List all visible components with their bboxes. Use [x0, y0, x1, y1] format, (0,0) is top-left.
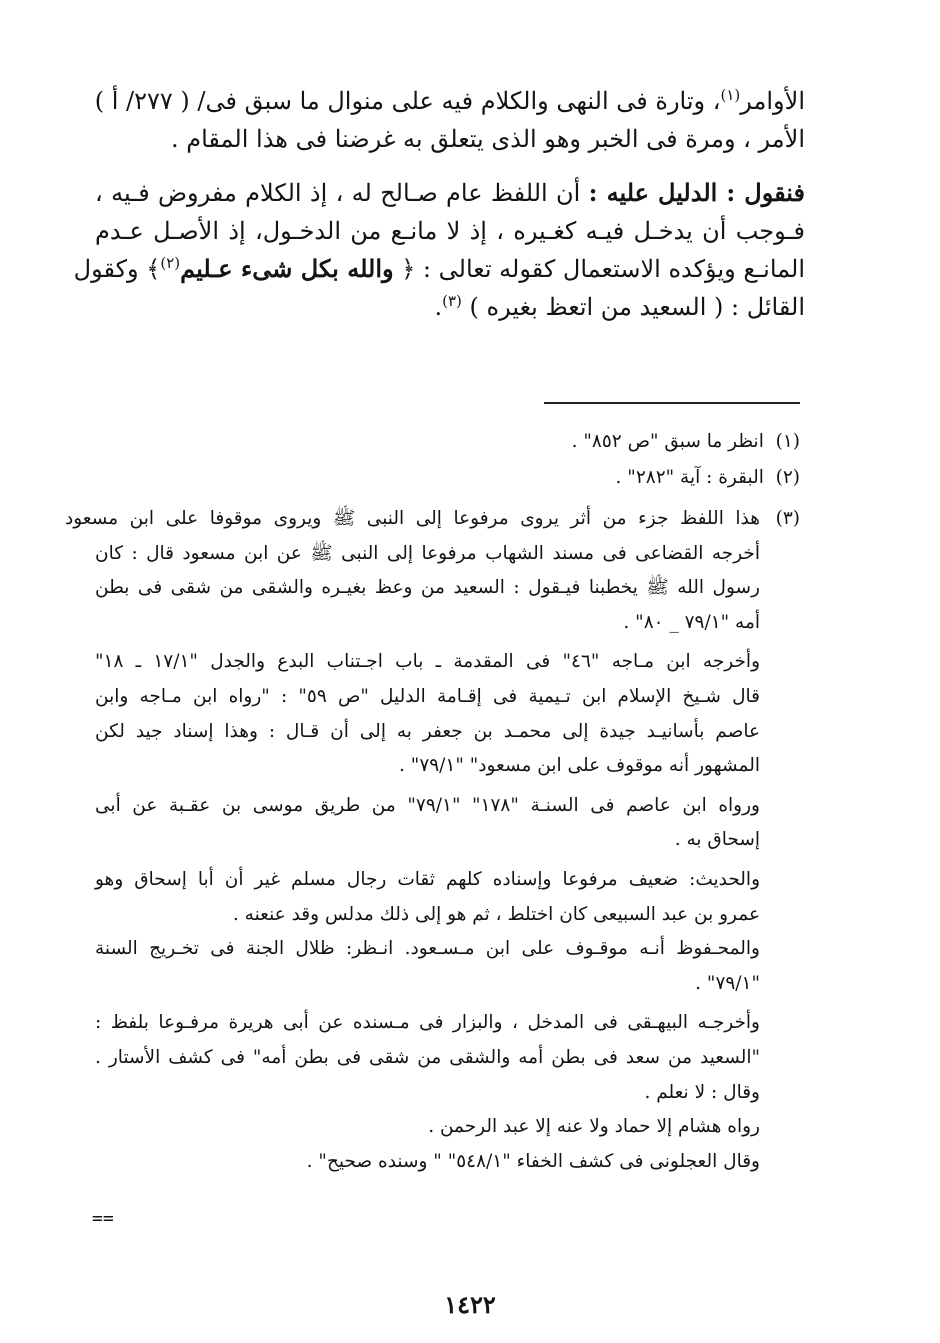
footnote-3-body	[65, 502, 761, 1179]
footnote-line: وأخرجه ابن مـاجه "٤٦" فى المقدمة ـ باب اجـتناب البدع والجدل "١٧/١ ـ ١٨"	[95, 651, 761, 673]
footnote-ref-1: (١)	[720, 86, 741, 104]
footnote-line: والحديث: ضعيف مرفوعا وإسناده كلهم ثقات رجال مسلم غير أن أبا إسحاق وهو	[95, 868, 760, 890]
footnote-line: ورواه ابن عاصم فى السنـة "١٧٨" "٧٩/١" من طريق موسى بن عقـبة عن أبى	[95, 794, 760, 816]
continuation-mark: ==	[92, 1208, 114, 1229]
footnote-2: (٢) البقرة : آية "٢٨٢" .	[615, 467, 800, 488]
main-line-5: المانـع ويؤكده الاستعمال كقوله تعالى : ﴿ والله بكل شىء عـليم$^{(٢)}$﴾ وكقول	[73, 254, 805, 283]
footnote-line: عاصم بأسانيـد جيدة إلى محمـد بن جعفر به إلى أن قـال : وهذا إسناد جيد لكن	[95, 720, 760, 742]
footnote-3-number: (٣)	[775, 508, 800, 529]
footnote-line: عمرو بن عبد السبيعى كان اختلط ، ثم هو إلى ذلك مدلس وقد عنعنه .	[232, 903, 760, 925]
footnote-line: رواه هشام إلا حماد ولا عنه إلا عبد الرحمن .	[428, 1116, 760, 1138]
footnote-line: قال شـيخ الإسلام ابن تـيمية فى إقـامة الدليل "ص ٥٩" : "رواه ابن مـاجه وابن	[95, 685, 760, 707]
main-line-2: الأمر ، ومرة فى الخبر وهو الذى يتعلق به غرضنا فى هذا المقام .	[170, 125, 805, 153]
footnote-line: رسول الله ﷺ يخطبنا فيـقول : السعيد من وعظ بغيـره والشقى من شقى فى بطن	[95, 577, 760, 599]
footnote-line: هذا اللفظ جزء من أثر يروى مرفوعا إلى النبى ﷺ ويروى موقوفا على ابن مسعود	[65, 508, 760, 529]
main-line-1: الأوامر$^{(١)}$، وتارة فى النهى والكلام فيه على منوال ما سبق فى/ ( ٢٧٧/ أ )	[94, 86, 805, 115]
main-line-6: القائل : ( السعيد من اتعظ بغيره ) $^{(٣)}$.	[434, 292, 805, 321]
footnote-line: أمه "٧٩/١ _ ٨٠" .	[623, 611, 760, 633]
footnote-line: إسحاق به .	[674, 829, 760, 851]
footnote-line: أخرجه القضاعى فى مسند الشهاب مرفوعا إلى النبى ﷺ عن ابن مسعود قال : كان	[95, 542, 760, 564]
main-text	[73, 82, 805, 326]
page-number: ١٤٢٢	[444, 1290, 496, 1319]
footnote-separator	[544, 402, 800, 404]
footnote-ref-2: (٢)	[160, 254, 181, 272]
footnote-line: وقال العجلونى فى كشف الخفاء "٥٤٨/١" " وسنده صحيح" .	[306, 1150, 760, 1172]
footnote-line: وأخرجـه البيهـقى فى المدخل ، والبزار فى مـسنده عن أبى هريرة مرفـوعا بلفظ :	[95, 1012, 760, 1034]
quran-verse: والله بكل شىء عـليم	[180, 254, 394, 283]
footnote-line: والمحـفوظ أنـه موقـوف على ابن مـسـعود. انـظر: ظلال الجنة فى تخـريج السنة	[95, 938, 760, 960]
footnote-line: "٧٩/١" .	[695, 972, 760, 994]
footnote-1: (١) انظر ما سبق "ص ٨٥٢" .	[571, 431, 800, 452]
main-line-3: فنقول : الدليل عليه : أن اللفظ عام صـالح له ، إذ الكلام مفروض فـيه ،	[95, 178, 805, 207]
footnote-ref-3: (٣)	[442, 292, 462, 310]
footnote-line: المشهور أنه موقوف على ابن مسعود" "٧٩/١" .	[399, 755, 760, 777]
footnote-line: وقال : لا نعلم .	[644, 1081, 760, 1103]
main-line-4: فـوجب أن يدخـل فيـه كغـيره ، إذ لا مانـع من الدخـول، إذ الأصـل عـدم	[95, 217, 805, 245]
footnote-line: "السعيد من سعد فى بطن أمه والشقى من شقى فى بطن أمه" فى كشف الأستار .	[95, 1046, 760, 1068]
